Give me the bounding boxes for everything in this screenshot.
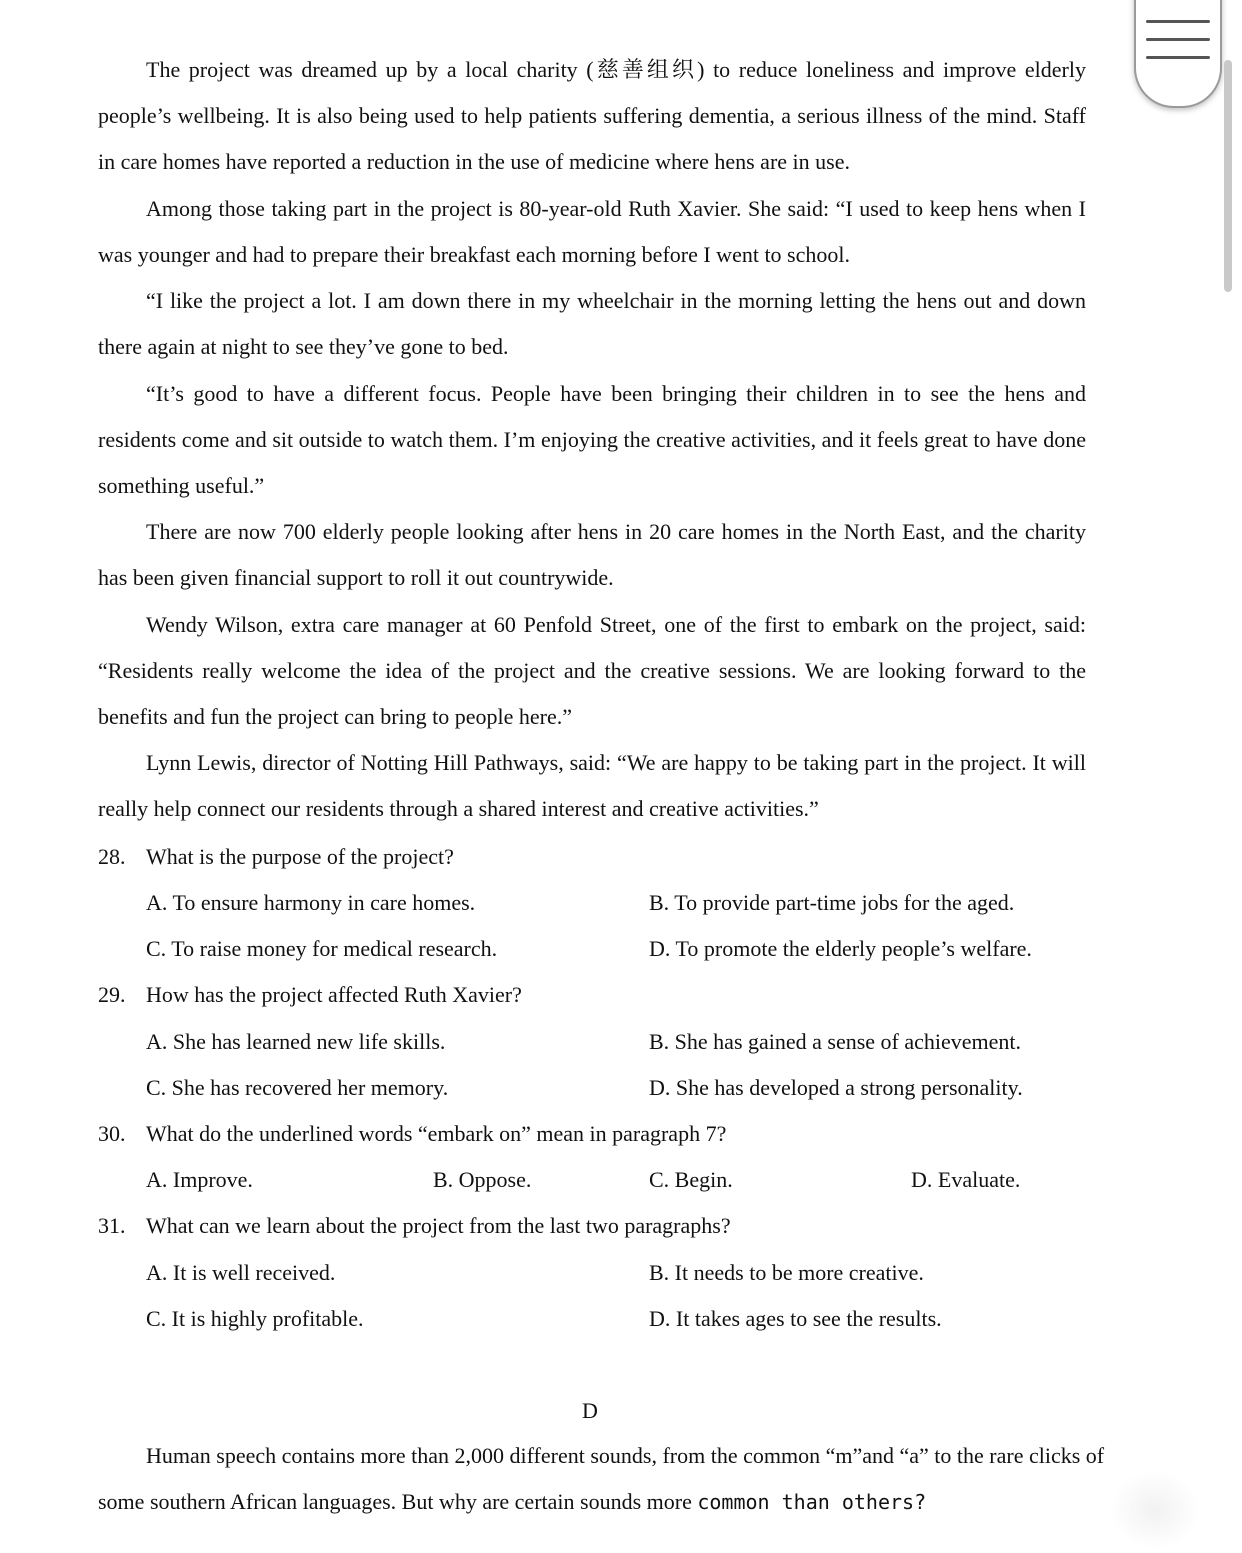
option-29-d: D. She has developed a strong personality. xyxy=(649,1075,1023,1100)
question-text: What do the underlined words “embark on” mean in paragraph 7? xyxy=(146,1121,727,1146)
option-28-a: A. To ensure harmony in care homes. xyxy=(146,890,476,915)
question-text: What is the purpose of the project? xyxy=(146,844,454,869)
paragraph-3: “I like the project a lot. I am down there in my wheelchair in the morning letting the hens out and down there again at night to see they’ve gone to bed. xyxy=(98,288,1086,360)
corner-shadow xyxy=(1110,1470,1200,1550)
option-28-d: D. To promote the elderly people’s welfare. xyxy=(649,936,1032,961)
paragraph-1: The project was dreamed up by a local charity (慈善组织) to reduce loneliness and improve elderly people’s wellbeing. It is also being used to help patients suffering dementia, a serious illness of the mind. Staff in care homes have reported a reduction in the use of medicine where hens are in use. xyxy=(98,57,1086,175)
question-number: 28. xyxy=(98,844,126,869)
paragraph-4: “It’s good to have a different focus. People have been bringing their children in to see the hens and residents come and sit outside to watch them. I’m enjoying the creative activities, and it feels great to have done something useful.” xyxy=(98,381,1086,499)
paragraph-7: Lynn Lewis, director of Notting Hill Pathways, said: “We are happy to be taking part in the project. It will really help connect our residents through a shared interest and creative activities.” xyxy=(98,750,1086,822)
question-text: What can we learn about the project from the last two paragraphs? xyxy=(146,1213,731,1238)
option-30-b: B. Oppose. xyxy=(433,1167,532,1192)
question-number: 31. xyxy=(98,1213,126,1238)
hamburger-menu-button[interactable] xyxy=(1134,0,1222,108)
option-31-c: C. It is highly profitable. xyxy=(146,1306,364,1331)
option-29-c: C. She has recovered her memory. xyxy=(146,1075,449,1100)
option-29-b: B. She has gained a sense of achievement. xyxy=(649,1029,1022,1054)
option-30-d: D. Evaluate. xyxy=(911,1167,1021,1192)
option-28-c: C. To raise money for medical research. xyxy=(146,936,498,961)
option-30-a: A. Improve. xyxy=(146,1167,253,1192)
section-d-text: Human speech contains more than 2,000 different sounds, from the common “m”and “a” to the rare clicks of some southern African languages. But why are certain sounds more xyxy=(98,1443,1105,1515)
section-d-text-end: common than others? xyxy=(697,1490,927,1515)
paragraph-5: There are now 700 elderly people looking after hens in 20 care homes in the North East, and the charity has been given financial support to roll it out countrywide. xyxy=(98,519,1086,591)
question-number: 30. xyxy=(98,1121,126,1146)
option-31-d: D. It takes ages to see the results. xyxy=(649,1306,942,1331)
option-31-a: A. It is well received. xyxy=(146,1260,336,1285)
option-31-b: B. It needs to be more creative. xyxy=(649,1260,924,1285)
scrollbar-thumb[interactable] xyxy=(1224,60,1232,292)
option-30-c: C. Begin. xyxy=(649,1167,733,1192)
option-28-b: B. To provide part-time jobs for the aged. xyxy=(649,890,1015,915)
question-text: How has the project affected Ruth Xavier? xyxy=(146,982,522,1007)
section-d-paragraph xyxy=(98,1433,1118,1525)
section-title: D xyxy=(582,1398,598,1423)
paragraph-6: Wendy Wilson, extra care manager at 60 Penfold Street, one of the first to embark on the project, said: “Residents really welcome the idea of the project and the creative sessions. We are looking forward to the benefits and fun the project can bring to people here.” xyxy=(98,612,1086,730)
option-29-a: A. She has learned new life skills. xyxy=(146,1029,446,1054)
paragraph-2: Among those taking part in the project is 80-year-old Ruth Xavier. She said: “I used to keep hens when I was younger and had to prepare their breakfast each morning before I went to school. xyxy=(98,196,1086,268)
question-number: 29. xyxy=(98,982,126,1007)
